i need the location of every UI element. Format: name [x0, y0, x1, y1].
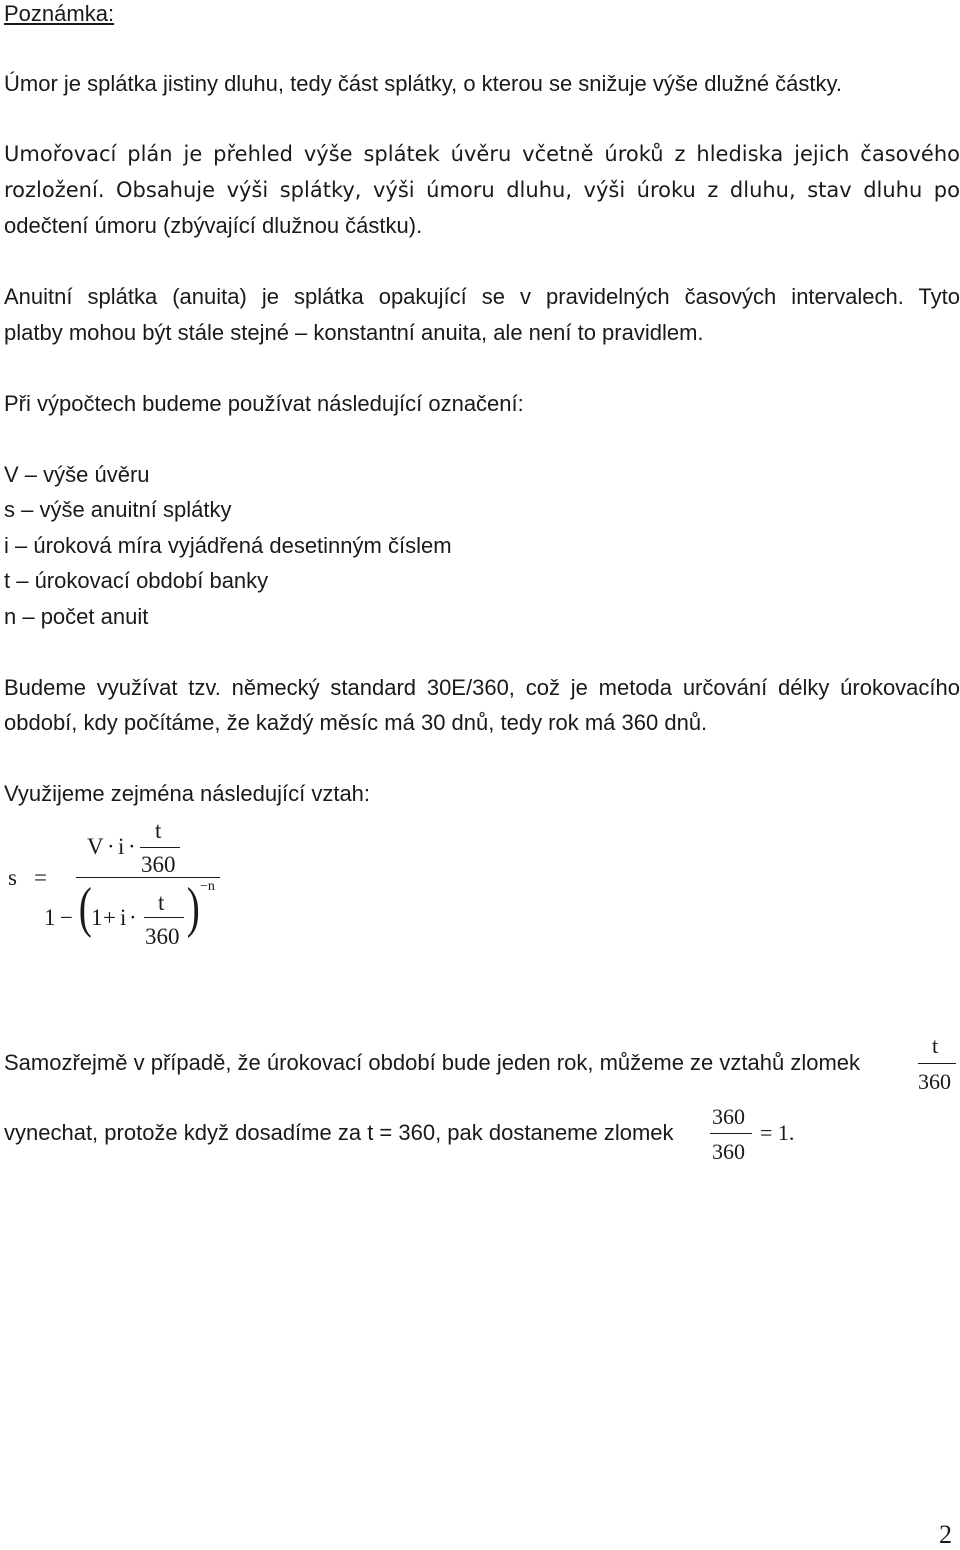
formula-left-paren: ( [78, 877, 92, 939]
formula-one: 1 [44, 905, 56, 930]
paragraph-umor: Úmor je splátka jistiny dluhu, tedy část splátky, o kterou se snižuje výše dlužné částky. [4, 71, 842, 96]
formula-i: i [120, 905, 127, 930]
formula-inner-fraction-bar [144, 917, 184, 918]
inline-fraction2-denominator: 360 [712, 1139, 745, 1164]
formula-360: 360 [141, 852, 176, 877]
paragraph-conclusion-line-1: Samozřejmě v případě, že úrokovací období bude jeden rok, můžeme ze vztahů zlomek [4, 1050, 861, 1075]
paragraph-anuita-line-2: platby mohou být stále stejné – konstantní anuita, ale není to pravidlem. [4, 320, 704, 345]
formula-dot: · [128, 834, 136, 859]
inline-fraction-bar [918, 1063, 956, 1064]
formula-right-paren: ) [186, 877, 200, 939]
inline-fraction2-bar [710, 1133, 752, 1134]
paragraph-anuita-line-1: Anuitní splátka (anuita) je splátka opakující se v pravidelných časových intervalech. Tyto [4, 284, 960, 309]
definition-item: i – úroková míra vyjádřená desetinným číslem [4, 533, 452, 558]
note-heading: Poznámka: [4, 1, 115, 26]
inline-fraction2-result: = 1. [760, 1120, 795, 1145]
formula-exponent: −n [200, 879, 215, 894]
paragraph-plan-line-3: odečtení úmoru (zbývající dlužnou částku). [4, 213, 423, 238]
formula-one: 1 [91, 905, 103, 930]
formula-plus: + [103, 905, 116, 930]
formula-t: t [158, 890, 165, 915]
definition-item: t – úrokovací období banky [4, 568, 269, 593]
paragraph-standard-line-1: Budeme využívat tzv. německý standard 30E/360, což je metoda určování délky úrokovacího [4, 675, 960, 700]
formula-t: t [155, 818, 162, 843]
paragraph-plan-line-1: Umořovací plán je přehled výše splátek úvěru včetně úroků z hlediska jejich časového [4, 142, 960, 166]
formula-lhs: s [8, 865, 17, 890]
paragraph-standard-line-2: období, kdy počítáme, že každý měsíc má 30 dnů, tedy rok má 360 dnů. [4, 710, 708, 735]
formula-dot: · [107, 834, 115, 859]
paragraph-plan-line-2: rozložení. Obsahuje výši splátky, výši úmoru dluhu, výši úroku z dluhu, stav dluhu po [4, 178, 960, 202]
formula-minus: − [60, 905, 73, 930]
formula-inner-fraction-bar [140, 847, 180, 848]
inline-fraction2-numerator: 360 [712, 1104, 745, 1129]
page-number: 2 [939, 1520, 952, 1549]
formula-i: i [118, 834, 125, 859]
paragraph-notation-intro: Při výpočtech budeme používat následující označení: [4, 391, 524, 416]
inline-fraction-numerator: t [932, 1033, 939, 1058]
paragraph-conclusion-line-2: vynechat, protože když dosadíme za t = 360, pak dostaneme zlomek [4, 1120, 674, 1145]
formula-dot: · [129, 905, 137, 930]
definition-item: V – výše úvěru [4, 462, 150, 487]
paragraph-formula-intro: Využijeme zejména následující vztah: [4, 781, 371, 806]
inline-fraction-denominator: 360 [918, 1069, 951, 1094]
definition-item: n – počet anuit [4, 604, 149, 629]
formula-v: V [87, 834, 104, 859]
formula-equals: = [34, 865, 47, 890]
formula-360: 360 [145, 924, 180, 949]
definition-item: s – výše anuitní splátky [4, 497, 232, 522]
